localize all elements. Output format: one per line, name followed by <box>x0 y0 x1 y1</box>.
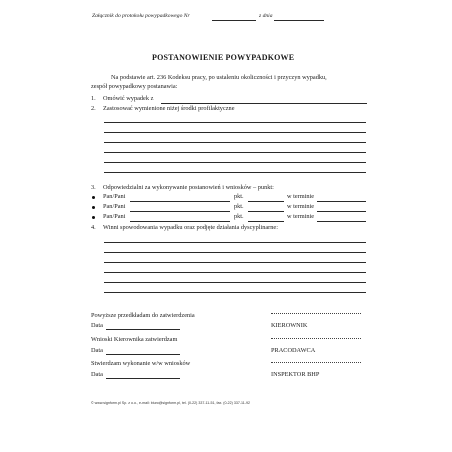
responsible-person-field-2[interactable] <box>130 211 230 212</box>
signature-line-inspector[interactable] <box>271 362 361 363</box>
culprits-line-5[interactable] <box>104 282 366 283</box>
date-label-3: Data <box>91 371 103 378</box>
intro-line-1: Na podstawie art. 236 Kodeksu pracy, po ustaleniu okoliczności i przyczyn wypadku, <box>111 74 327 81</box>
deadline-field-2[interactable] <box>317 211 366 212</box>
role-employer: PRACODAWCA <box>271 347 316 354</box>
protocol-date-field[interactable] <box>274 20 324 21</box>
culprits-line-6[interactable] <box>104 292 366 293</box>
culprits-line-1[interactable] <box>104 242 366 243</box>
measures-line-1[interactable] <box>104 122 366 123</box>
approve-conclusions-label: Wnioski Kierownika zatwierdzam <box>91 336 178 343</box>
item-3-number: 3. <box>91 184 96 191</box>
footer-copyright: © www.signform.pl Sp. z o.o., e-mail: biuro@signform.pl, tel. (0-22) 337-11-51, fax. (0-22) 337-11-92 <box>91 401 250 405</box>
measures-line-3[interactable] <box>104 142 366 143</box>
deadline-field-3[interactable] <box>317 221 366 222</box>
responsible-person-field-3[interactable] <box>130 221 230 222</box>
date-label-2: Data <box>91 347 103 354</box>
point-label-2: pkt. <box>234 203 244 210</box>
bullet-2 <box>92 206 95 209</box>
date-field-2[interactable] <box>106 354 180 355</box>
item-3-label: Odpowiedzialni za wykonywanie postanowień i wniosków – punkt: <box>103 184 274 191</box>
attachment-label: Załącznik do protokołu powypadkowego Nr <box>92 13 190 19</box>
protocol-number-field[interactable] <box>212 20 256 21</box>
measures-line-2[interactable] <box>104 132 366 133</box>
measures-line-5[interactable] <box>104 162 366 163</box>
intro-line-2: zespół powypadkowy postanawia: <box>91 83 178 90</box>
bullet-1 <box>92 196 95 199</box>
responsible-person-label-1: Pan/Pani <box>103 193 126 200</box>
point-field-1[interactable] <box>248 201 284 202</box>
date-field-3[interactable] <box>106 378 180 379</box>
deadline-field-1[interactable] <box>317 201 366 202</box>
measures-line-4[interactable] <box>104 152 366 153</box>
point-label-3: pkt. <box>234 213 244 220</box>
item-1-number: 1. <box>91 95 96 102</box>
item-2-label: Zastosować wymienione niżej środki profilaktyczne <box>103 105 235 112</box>
confirm-execution-label: Stwierdzam wykonanie w/w wniosków <box>91 360 191 367</box>
item-4-label: Winni spowodowania wypadku oraz podjęte działania dyscyplinarne: <box>103 224 278 231</box>
document-title: POSTANOWIENIE POWYPADKOWE <box>152 53 295 62</box>
point-field-3[interactable] <box>248 221 284 222</box>
deadline-label-2: w terminie <box>287 203 315 210</box>
culprits-line-4[interactable] <box>104 272 366 273</box>
culprits-line-2[interactable] <box>104 252 366 253</box>
point-field-2[interactable] <box>248 211 284 212</box>
deadline-label-3: w terminie <box>287 213 315 220</box>
item-2-number: 2. <box>91 105 96 112</box>
deadline-label-1: w terminie <box>287 193 315 200</box>
responsible-person-field-1[interactable] <box>130 201 230 202</box>
date-label-1: Data <box>91 322 103 329</box>
culprits-line-3[interactable] <box>104 262 366 263</box>
present-for-approval-label: Powyższe przedkładam do zatwierdzenia <box>91 312 195 319</box>
date-field-1[interactable] <box>106 329 180 330</box>
item-4-number: 4. <box>91 224 96 231</box>
measures-line-6[interactable] <box>104 172 366 173</box>
point-label-1: pkt. <box>234 193 244 200</box>
date-prefix-label: z dnia <box>259 13 273 19</box>
responsible-person-label-2: Pan/Pani <box>103 203 126 210</box>
signature-line-manager[interactable] <box>271 313 361 314</box>
bullet-3 <box>92 216 95 219</box>
responsible-person-label-3: Pan/Pani <box>103 213 126 220</box>
discuss-accident-field[interactable] <box>161 103 367 104</box>
role-manager: KIEROWNIK <box>271 322 308 329</box>
item-1-label: Omówić wypadek z <box>103 95 154 102</box>
signature-line-employer[interactable] <box>271 338 361 339</box>
role-safety-inspector: INSPEKTOR BHP <box>271 371 320 378</box>
